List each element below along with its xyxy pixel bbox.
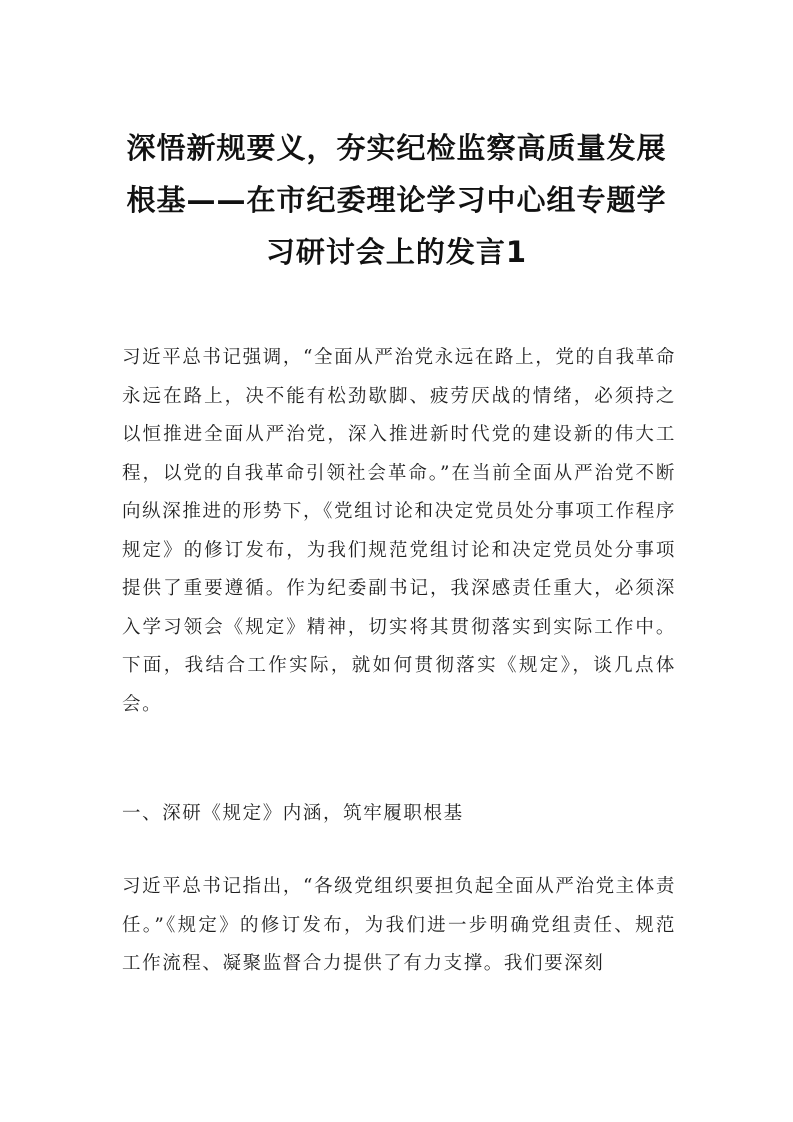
body-paragraph-intro: 习近平总书记强调，“全面从严治党永远在路上，党的自我革命永远在路上，决不能有松劲歇脚、疲劳厌战的情绪，必须持之以恒推进全面从严治党，深入推进新时代党的建设新的伟大工程，以党的自我革命引领社会革命。”在当前全面从严治党不断向纵深推进的形势下，《党组讨论和决定党员处分事项工作程序规定》的修订发布，为我们规范党组讨论和决定党员处分事项提供了重要遵循。作为纪委副书记，我深感责任重大，必须深入学习领会《规定》精神，切实将其贯彻落实到实际工作中。下面，我结合工作实际，就如何贯彻落实《规定》，谈几点体会。 [122,347,676,715]
body-paragraph-section-one: 习近平总书记指出，“各级党组织要担负起全面从严治党主体责任。”《规定》的修订发布，为我们进一步明确党组责任、规范工作流程、凝聚监督合力提供了有力支撑。我们要深刻 [122,876,676,974]
section-heading: 一、深研《规定》内涵，筑牢履职根基 [122,803,464,824]
document-title: 深悟新规要义，夯实纪检监察高质量发展根基——在市纪委理论学习中心组专题学习研讨会上的发言1 [126,131,667,269]
